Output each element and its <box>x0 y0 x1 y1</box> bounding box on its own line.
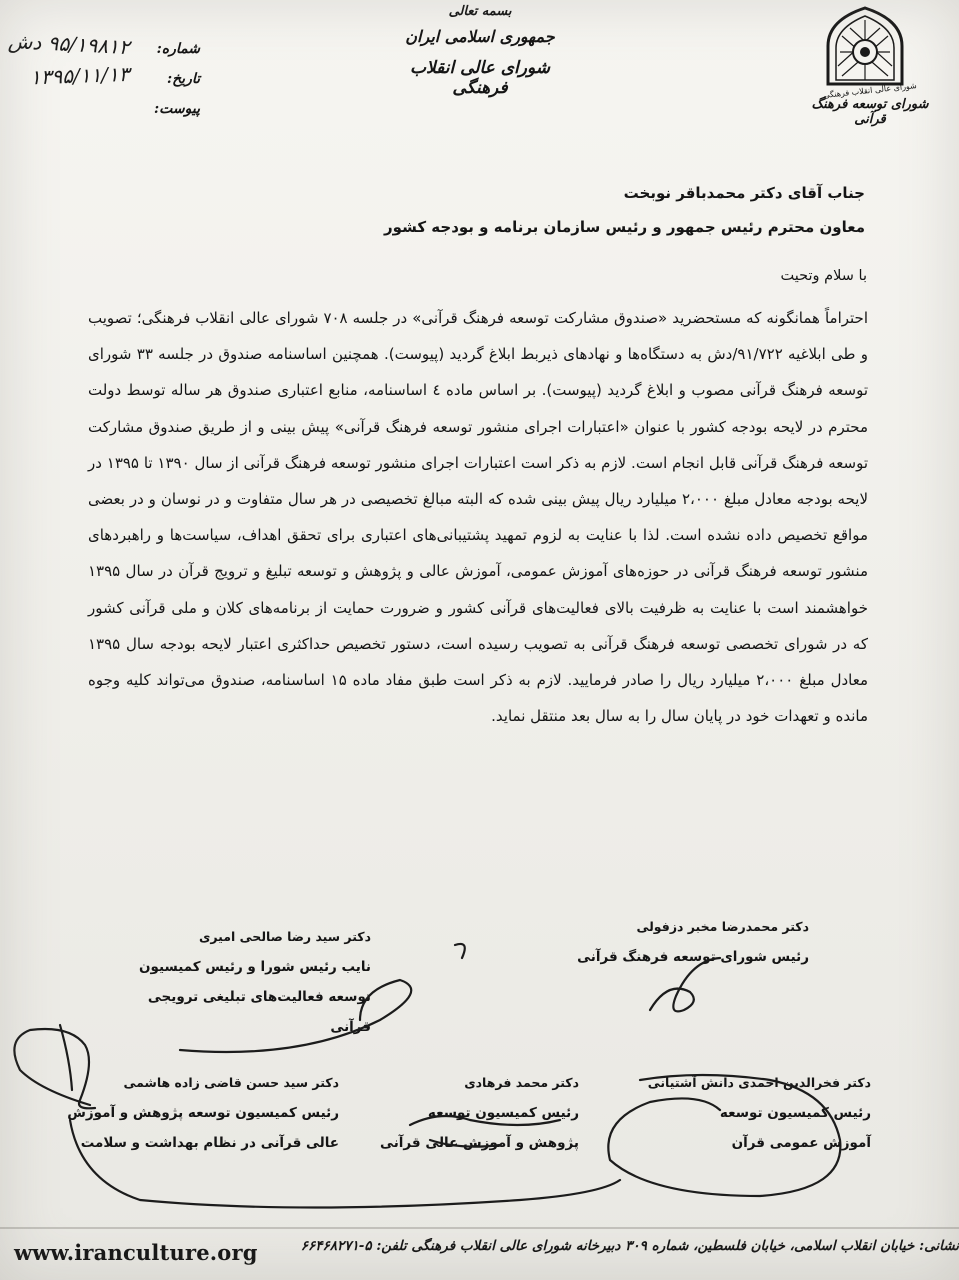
signatory-title: نایب رئیس شورا و رئیس کمیسیون <box>138 959 371 975</box>
invocation: بسمه تعالی <box>448 4 512 19</box>
signatory-title: رئیس شورای توسعه فرهنگ قرآنی <box>577 949 809 965</box>
letter-date: ۱۳۹۵/۱۱/۱۳ <box>29 61 130 90</box>
signatory-5 <box>39 1068 339 1158</box>
signatory-title-2: توسعه فعالیت‌های تبلیغی ترویجی قرآنی <box>147 989 371 1035</box>
letter-number: ۹۵/۱۹۸۱۲ دش <box>7 28 131 60</box>
signatory-4 <box>359 1068 579 1158</box>
council-emblem-icon <box>820 6 910 86</box>
emblem-caption-main: شورای توسعه فرهنگ قرآنی <box>811 97 929 127</box>
attachment-label: پیوست: <box>154 101 200 117</box>
letterhead <box>380 4 580 98</box>
signatory-name: دکتر فخرالدین احمدی دانش آشتیانی <box>647 1075 871 1090</box>
letter-body: احتراماً همانگونه که مستحضرید «صندوق مشارکت توسعه فرهنگ قرآنی» در جلسه ۷۰۸ شورای عالی انقلاب فرهنگی؛ تصویب و طی ابلاغیه ۹۱/۷۲۲/دش به دستگاه‌ها و نهادهای ذیربط ابلاغ گردید (پیوست). همچنین اساسنامه صندوق در جلسه ۳۳ شورای توسعه فرهنگ قرآنی مصوب و ابلاغ گردید (پیوست). بر اساس ماده ٤ اساسنامه، منابع اعتباری صندوق هر ساله توسط دولت محترم در لایحه بودجه کشور با عنوان «اعتبارات اجرای منشور توسعه فرهنگ قرآنی» پیش بینی و از طریق صندوق مشارکت توسعه فرهنگ قرآنی قابل انجام است. لازم به ذکر است اعتبارات اجرای منشور توسعه فرهنگ قرآنی از سال ۱۳۹۰ تا ۱۳۹۵ در لایحه بودجه معادل مبلغ ۲،۰۰۰ میلیارد ریال پیش بینی شده که البته مبالغ تخصیصی در هر سال متفاوت و در نوسان و در بعضی مواقع تخصیص داده نشده است. لذا با عنایت به لزوم تمهید پشتیبانی‌های اعتباری برای تحقق اهداف، سیاست‌ها و راهبردهای منشور توسعه فرهنگ قرآنی در حوزه‌های آموزش عمومی، آموزش عالی و پژوهش و توسعه تبلیغ و ترویج قرآن در سال ۱۳۹۵ خواهشمند است با عنایت به ظرفیت بالای فعالیت‌های قرآنی کشور و ضرورت حمایت از برنامه‌های کلان و ملی قرآنی کشور که در شورای تخصصی توسعه فرهنگ قرآنی به تصویب رسیده است، دستور تخصیص حداکثری اعتبار لایحه بودجه سال ۱۳۹۵ معادل مبلغ ۲،۰۰۰ میلیارد ریال را صادر فرمایید. لازم به ذکر است طبق مفاد ماده ۱۵ اساسنامه، صندوق می‌تواند کلیه وجوه مانده و تعهدات خود در پایان سال را به سال بعد منتقل نماید. <box>88 309 869 726</box>
addressee-block <box>165 176 865 244</box>
greeting: با سلام وتحیت <box>780 268 867 284</box>
signatory-2 <box>111 922 371 1042</box>
council-title: شورای عالی انقلاب فرهنگی <box>410 58 550 98</box>
emblem-caption <box>800 81 940 127</box>
signatory-name: دکتر محمدرضا مخبر دزفولی <box>636 919 809 934</box>
signatory-name: دکتر محمد فرهادی <box>464 1075 579 1090</box>
number-label: شماره: <box>156 41 200 57</box>
emblem-caption-small: شورای عالی انقلاب فرهنگی <box>822 81 918 100</box>
addressee-title: معاون محترم رئیس جمهور و رئیس سازمان برنامه و بودجه کشور <box>384 218 865 236</box>
footer-address: نشانی: خیابان انقلاب اسلامی، خیابان فلسطین، شماره ۳۰۹ دبیرخانه شورای عالی انقلاب فرهنگی تلفن: ۵-۶۶۴۶۸۲۷۱ <box>300 1238 959 1254</box>
signatory-3 <box>611 1068 871 1158</box>
signatory-title: رئیس کمیسیون توسعه پژوهش و آموزش <box>67 1105 339 1121</box>
website-url[interactable]: www.iranculture.org <box>14 1240 258 1265</box>
date-label: تاریخ: <box>166 71 200 87</box>
signatory-name: دکتر سید حسن قاضی زاده هاشمی <box>123 1075 339 1090</box>
signatory-1 <box>549 912 809 972</box>
signatory-title: رئیس کمیسیون توسعه <box>719 1105 871 1121</box>
republic-title: جمهوری اسلامی ایران <box>405 27 555 46</box>
signatory-title-2: پژوهش و آموزش عالی قرآنی <box>380 1135 579 1151</box>
reference-values <box>8 30 168 90</box>
addressee-name: جناب آقای دکتر محمدباقر نوبخت <box>623 184 865 202</box>
signatory-title-2: عالی قرآنی در نظام بهداشت و سلامت <box>80 1135 339 1151</box>
signatory-name: دکتر سید رضا صالحی امیری <box>198 929 371 944</box>
signatory-title: رئیس کمیسیون توسعه <box>427 1105 579 1121</box>
signatory-title-2: آموزش عمومی قرآن <box>731 1135 871 1151</box>
